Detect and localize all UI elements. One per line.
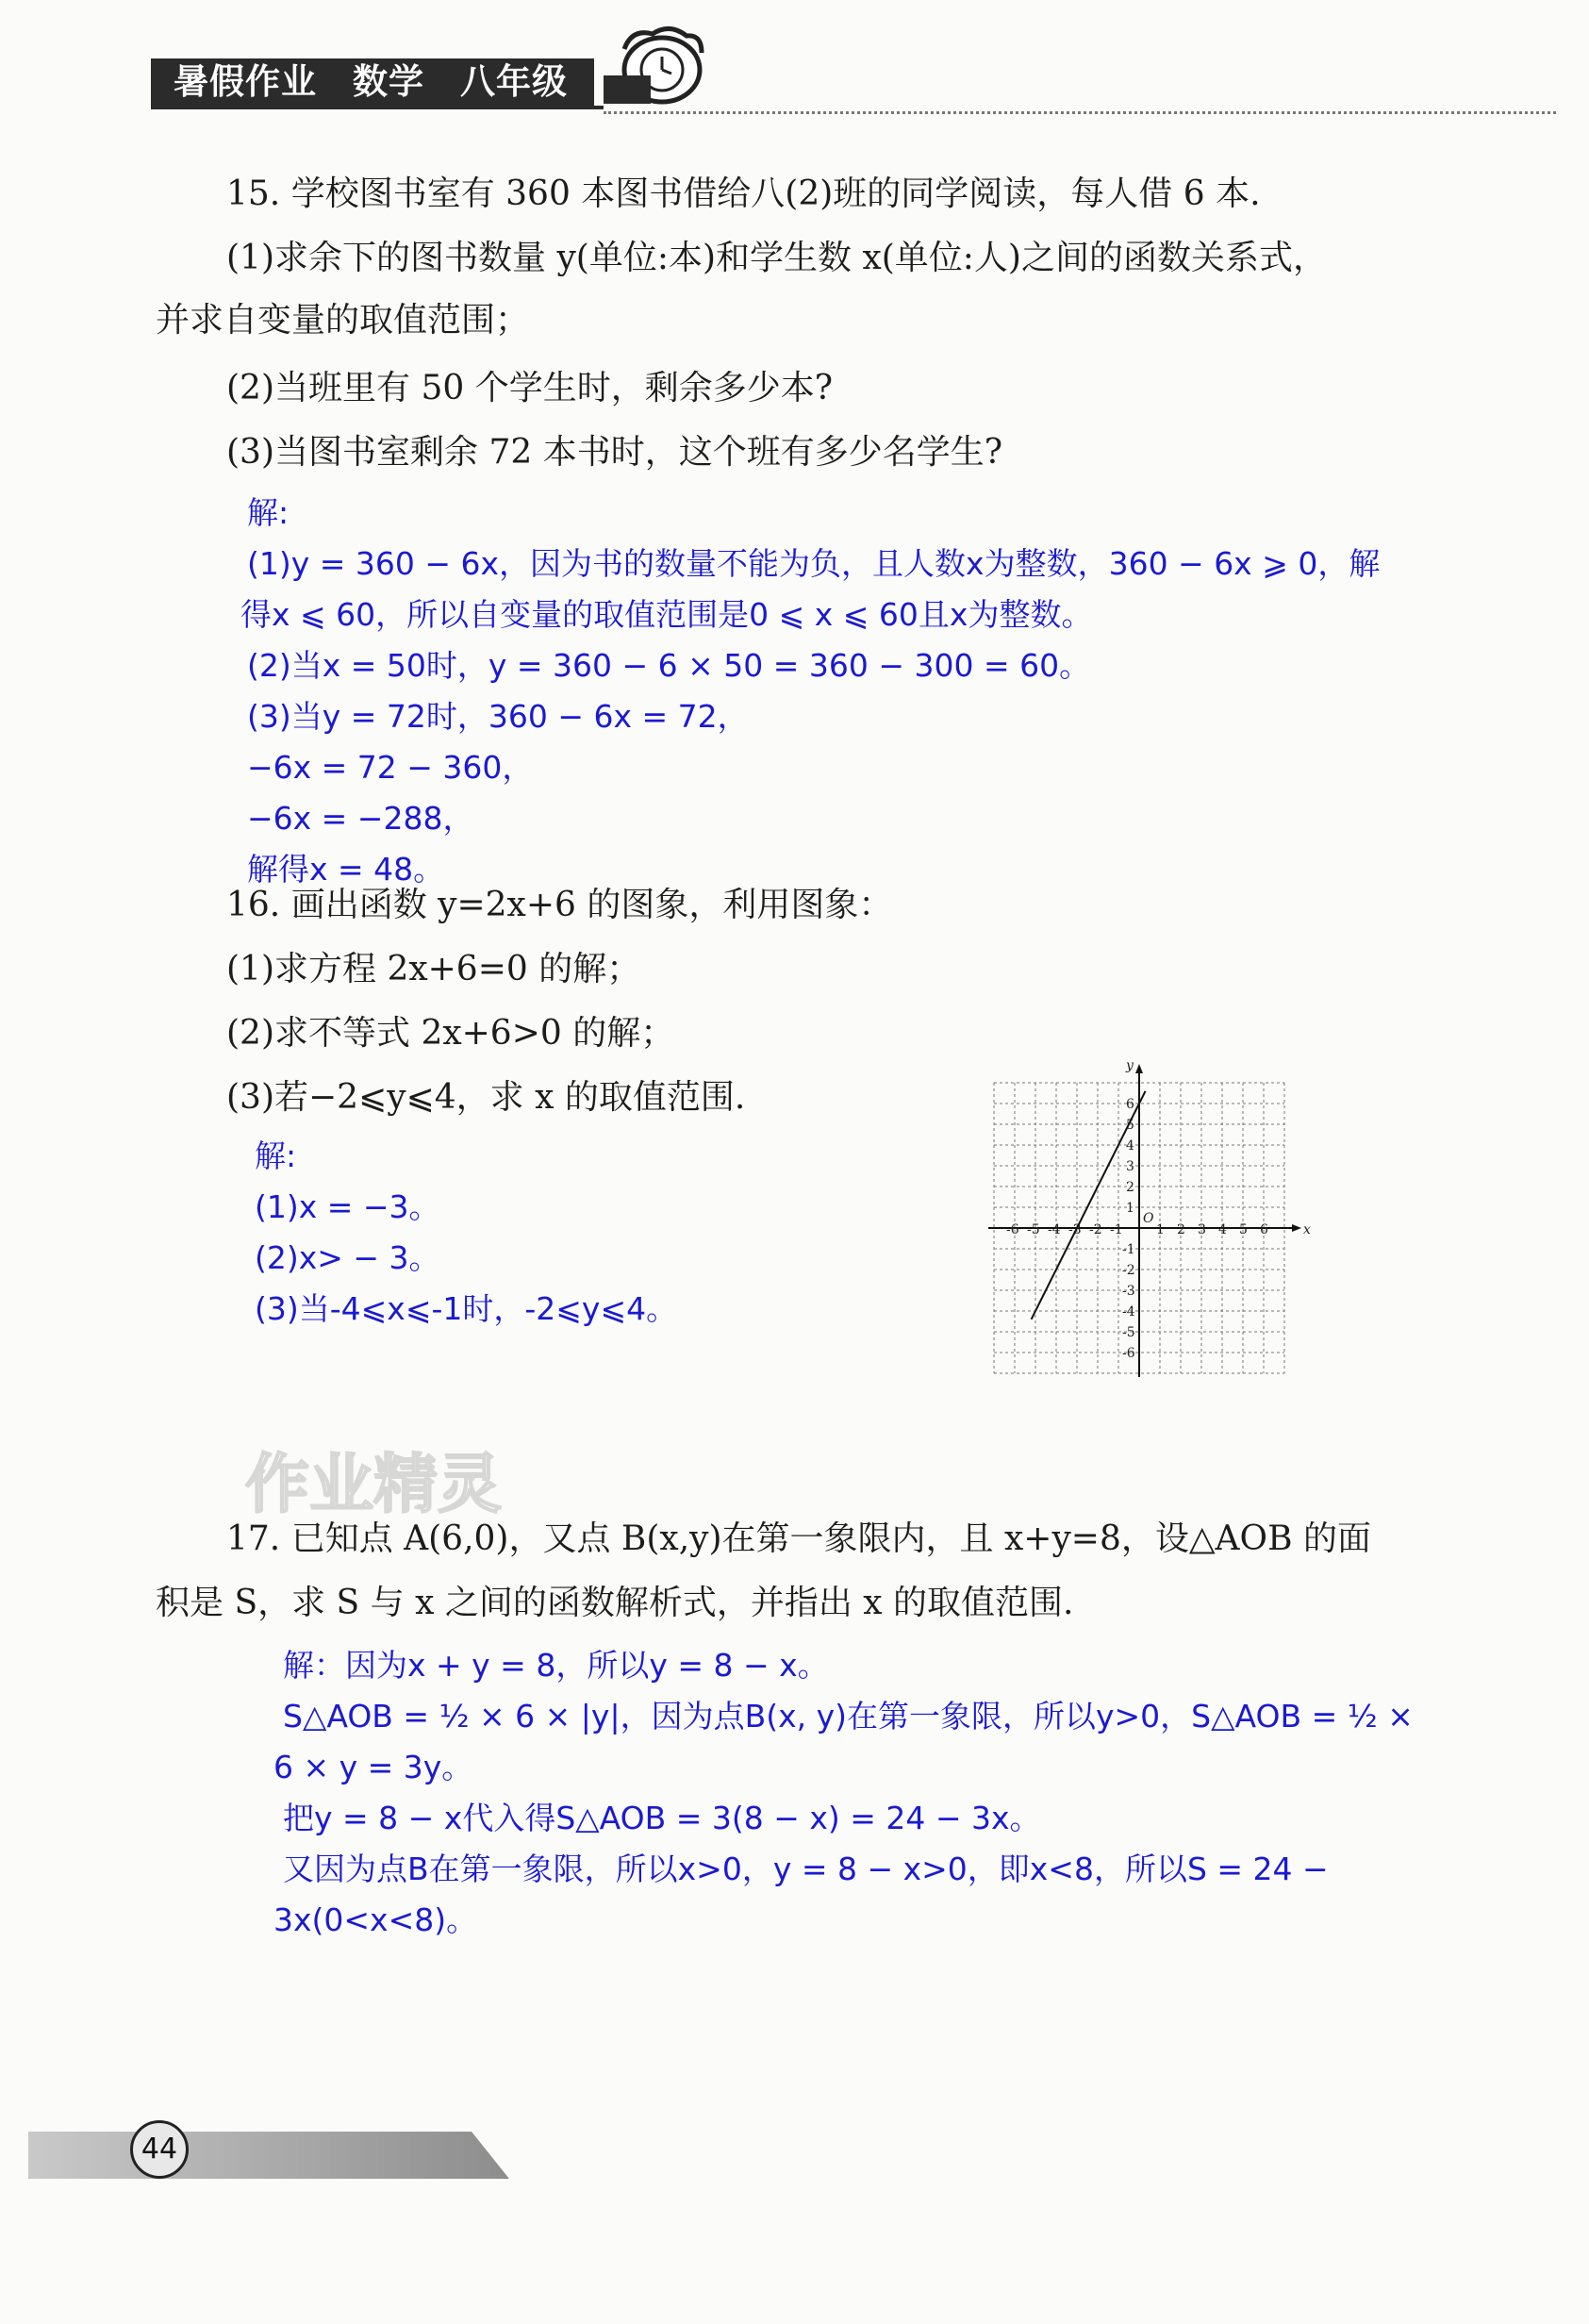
q15-part1-line1: (1)求余下的图书数量 y(单位:本)和学生数 x(单位:人)之间的函数关系式， [226,239,1327,277]
y-tick-label: -5 [1122,1325,1135,1340]
x-tick-label: -2 [1089,1222,1102,1237]
y-tick-label: -3 [1122,1284,1135,1299]
header-underline [151,106,604,109]
q16-solution-label: 解: [255,1137,297,1174]
q16-part1: (1)求方程 2x+6=0 的解； [226,950,641,988]
q15-stem: 15. 学校图书室有 360 本图书借给八(2)班的同学阅读，每人借 6 本. [226,174,1261,213]
header-dotted-rule [604,111,1556,114]
y-tick-label: -2 [1122,1263,1135,1278]
x-tick-label: -1 [1110,1222,1123,1237]
y-tick-label: 1 [1126,1201,1134,1216]
q15-solution-3a: (3)当y = 72时，360 − 6x = 72， [247,698,749,735]
watermark: 作业精灵 [245,1448,503,1522]
origin-label: O [1143,1211,1154,1226]
x-tick-label: -6 [1006,1222,1019,1237]
q15-part1-line2: 并求自变量的取值范围； [156,301,530,340]
q17-solution-3: 6 × y = 3y。 [273,1749,473,1785]
q16-part3: (3)若−2⩽y⩽4，求 x 的取值范围. [226,1078,746,1117]
q16-solution-2: (2)x> − 3。 [255,1239,440,1276]
header-bar [151,58,594,106]
header-subject: 数学 [353,61,424,102]
page-number: 44 [130,2120,189,2179]
y-tick-label: 5 [1126,1118,1134,1133]
q17-stem-line2: 积是 S，求 S 与 x 之间的函数解析式，并指出 x 的取值范围. [156,1584,1074,1622]
q17-stem-line1: 17. 已知点 A(6,0)，又点 B(x,y)在第一象限内，且 x+y=8，设△AOB 的面 [226,1519,1371,1558]
q15-part2: (2)当班里有 50 个学生时，剩余多少本? [226,369,833,407]
x-tick-label: 2 [1177,1222,1185,1237]
footer-band [28,2132,509,2179]
y-axis-label: y [1126,1058,1134,1073]
q16-part2: (2)求不等式 2x+6>0 的解； [226,1014,675,1053]
y-tick-label: 6 [1126,1097,1134,1112]
coordinate-graph [905,1047,1396,1377]
q16-solution-1: (1)x = −3。 [255,1188,440,1225]
y-tick-label: 2 [1126,1180,1134,1195]
x-tick-label: 4 [1218,1222,1227,1237]
header-grade: 八年级 [460,61,568,102]
q15-solution-3b: −6x = 72 − 360， [247,749,534,786]
q15-solution-3d: 解得x = 48。 [247,851,445,888]
y-tick-label: 4 [1126,1138,1134,1154]
x-tick-label: 3 [1198,1222,1206,1237]
y-tick-label: -1 [1122,1242,1135,1257]
q15-part3: (3)当图书室剩余 72 本书时，这个班有多少名学生? [226,433,1002,472]
q17-solution-5: 又因为点B在第一象限，所以x>0，y = 8 − x>0，即x<8，所以S = 24 − [283,1851,1329,1887]
y-tick-label: 3 [1126,1159,1134,1174]
y-tick-label: -6 [1122,1346,1135,1361]
q17-solution-1: 解：因为x + y = 8，所以y = 8 − x。 [283,1647,829,1684]
q17-solution-2: S△AOB = ½ × 6 × |y|，因为点B(x, y)在第一象限，所以y>0，S△AOB = ½ × [283,1698,1414,1735]
q15-solution-2: (2)当x = 50时，y = 360 − 6 × 50 = 360 − 300 = 60。 [247,647,1091,684]
q15-solution-label: 解: [247,494,290,531]
x-tick-label: 5 [1239,1222,1248,1237]
q16-stem: 16. 画出函数 y=2x+6 的图象，利用图象： [226,886,893,924]
q15-solution-3c: −6x = −288， [247,800,474,837]
header-series: 暑假作业 [174,61,317,102]
x-tick-label: -5 [1027,1222,1040,1237]
q15-solution-1b: 得x ⩽ 60，所以自变量的取值范围是0 ⩽ x ⩽ 60且x为整数。 [240,596,1093,633]
x-axis-label: x [1303,1222,1311,1237]
clock-mascot-icon [604,21,707,115]
x-axis-arrow [1292,1224,1301,1232]
x-tick-label: 1 [1156,1222,1165,1237]
q17-solution-4: 把y = 8 − x代入得S△AOB = 3(8 − x) = 24 − 3x。 [283,1800,1041,1836]
q16-solution-3: (3)当-4⩽x⩽-1时，-2⩽y⩽4。 [255,1290,678,1327]
y-tick-label: -4 [1122,1304,1135,1320]
x-tick-label: -3 [1068,1222,1082,1237]
q15-solution-1a: (1)y = 360 − 6x，因为书的数量不能为负，且人数x为整数，360 − 6x ⩾ 0，解 [247,545,1381,582]
x-tick-label: -4 [1048,1222,1061,1237]
q17-solution-6: 3x(0<x<8)。 [273,1901,478,1938]
x-tick-label: 6 [1260,1222,1268,1237]
y-axis-arrow [1135,1064,1143,1073]
